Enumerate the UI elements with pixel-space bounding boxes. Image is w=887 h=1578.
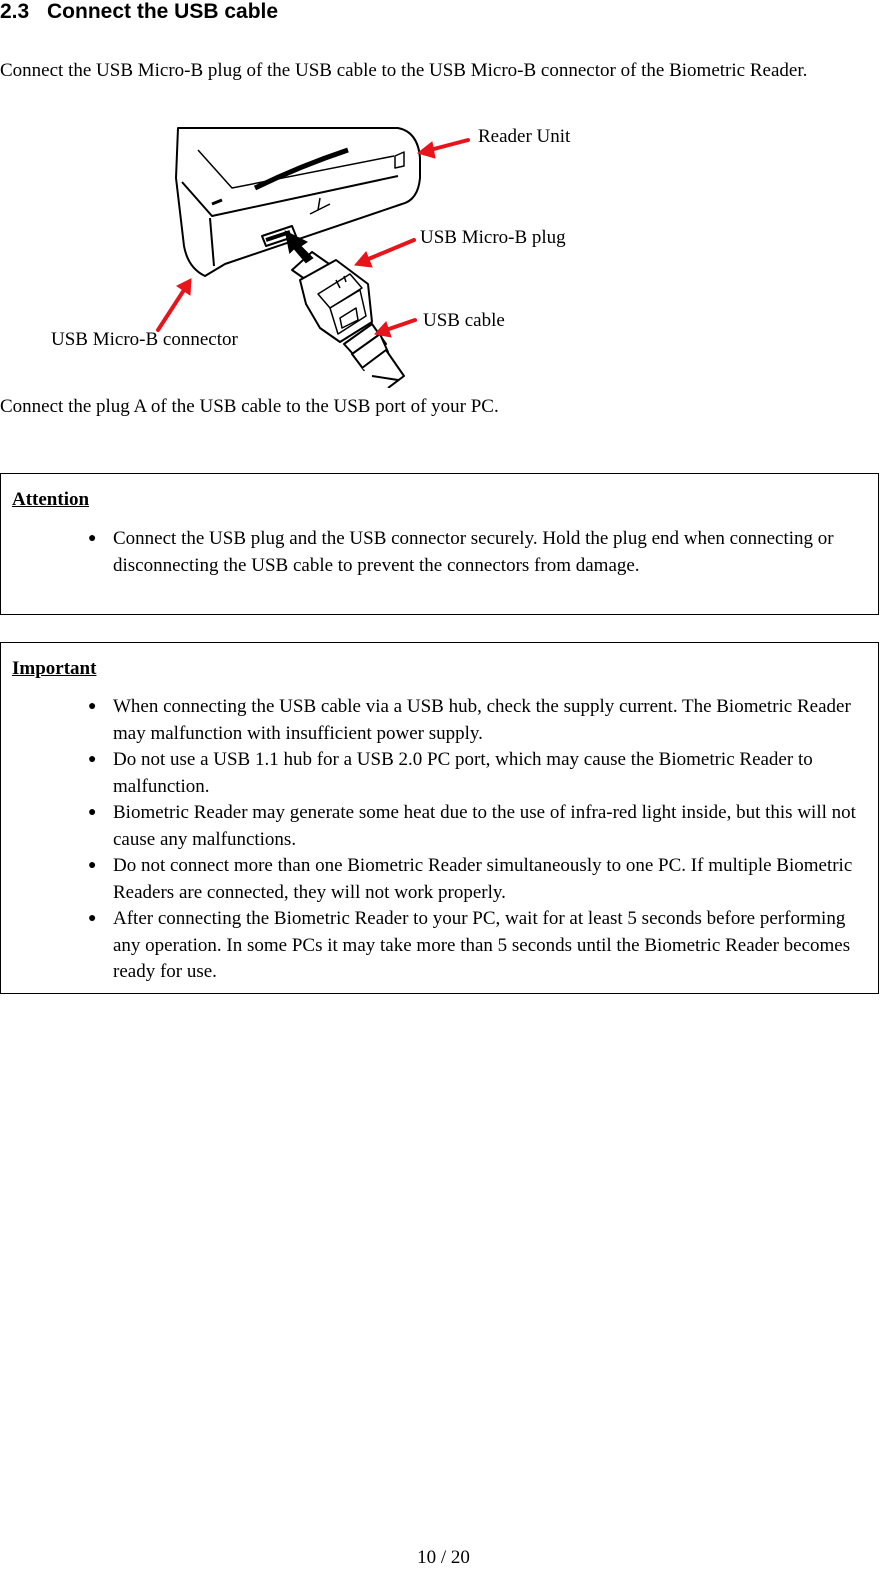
usb-micro-b-connector-label: USB Micro-B connector [51,329,238,350]
reader-unit-label: Reader Unit [478,126,571,147]
usb-plug-drawing [292,252,404,388]
list-item: ● After connecting the Biometric Reader to your PC, wait for at least 5 seconds before performing any operation. In some PCs it may take more than 5 seconds until the Biometric Reader becomes ready for use. [88,908,851,982]
list-item: ● Biometric Reader may generate some heat due to the use of infra-red light inside, but this will not cause any malfunctions. [88,802,856,850]
section-title: Connect the USB cable [47,0,279,23]
page-number: 10 / 20 [417,1547,470,1568]
section-heading [0,0,278,24]
attention-list [1,526,868,579]
attention-title: Attention [12,489,90,510]
bullet-icon: ● [88,752,97,767]
usb-connection-figure [0,118,887,388]
bullet-icon: ● [88,805,97,820]
intro-paragraph: Connect the USB Micro-B plug of the USB cable to the USB Micro-B connector of the Biometric Reader. [0,60,808,81]
section-number: 2.3 [0,0,30,23]
important-title: Important [12,658,97,679]
list-item: ● Connect the USB plug and the USB connector securely. Hold the plug end when connecting or disconnecting the USB cable to prevent the connectors from damage. [88,528,834,576]
attention-box [0,473,879,615]
bullet-icon: ● [88,858,97,873]
important-box [0,642,879,994]
list-item: ● Do not connect more than one Biometric Reader simultaneously to one PC. If multiple Biometric Readers are connected, they will not work properly. [88,855,853,903]
usb-micro-b-plug-label: USB Micro-B plug [420,227,566,248]
bullet-icon: ● [88,911,97,926]
important-list [1,694,868,986]
second-paragraph: Connect the plug A of the USB cable to the USB port of your PC. [0,396,499,417]
bullet-icon: ● [88,531,97,546]
list-item: ● When connecting the USB cable via a USB hub, check the supply current. The Biometric Reader may malfunction with insufficient power supply. [88,696,851,744]
list-item: ● Do not use a USB 1.1 hub for a USB 2.0 PC port, which may cause the Biometric Reader to malfunction. [88,749,813,797]
bullet-icon: ● [88,699,97,714]
usb-cable-label: USB cable [423,310,505,331]
